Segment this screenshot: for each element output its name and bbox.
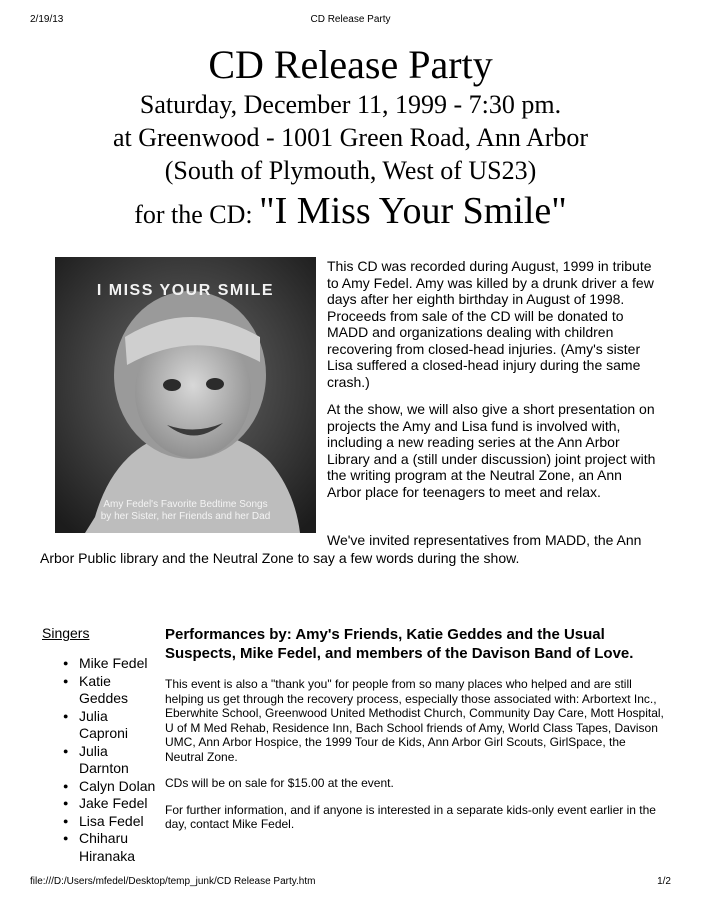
list-item: ● Julia Caproni [79, 708, 159, 743]
event-location: at Greenwood - 1001 Green Road, Ann Arbor [112, 123, 589, 152]
print-file-path: file:///D:/Users/mfedel/Desktop/temp_junk/CD Release Party.htm [30, 876, 316, 887]
performances-section [165, 625, 665, 844]
list-item: ● Lisa Fedel [79, 813, 159, 831]
cover-caption [55, 499, 316, 523]
print-page-title: CD Release Party [310, 14, 391, 25]
event-header [0, 42, 701, 237]
cover-caption-line1: Amy Fedel's Favorite Bedtime Songs [103, 499, 268, 510]
singers-title: Singers [42, 625, 90, 641]
list-item: ● Chiharu Hiranaka [79, 830, 159, 865]
contact-paragraph: For further information, and if anyone is interested in a separate kids-only event earlier in the day, contact Mike Fedel. [165, 802, 656, 831]
list-item: ● Calyn Dolan [79, 778, 159, 796]
singers-list [42, 655, 162, 865]
sale-paragraph: CDs will be on sale for $15.00 at the event. [165, 776, 394, 790]
list-item: ● Julia Darnton [79, 743, 159, 778]
list-item: ● Mike Fedel [79, 655, 159, 673]
cd-description [327, 258, 657, 511]
cover-caption-line2: by her Sister, her Friends and her Dad [100, 511, 271, 522]
cd-name: "I Miss Your Smile" [259, 190, 567, 232]
performances-title: Performances by: Amy's Friends, Katie Geddes and the Usual Suspects, Mike Fedel, and members of the Davison Band of Love. [165, 626, 634, 662]
list-item: ● Jake Fedel [79, 795, 159, 813]
cover-title: I MISS YOUR SMILE [96, 282, 275, 299]
singers-section [42, 625, 162, 865]
description-paragraph-3: We've invited representatives from MADD, the Ann Arbor Public library and the Neutral Zone to say a few words during the show. [40, 532, 642, 566]
list-item: ● Katie Geddes [79, 673, 159, 708]
print-page-number: 1/2 [657, 876, 671, 887]
description-paragraph-1: This CD was recorded during August, 1999 in tribute to Amy Fedel. Amy was killed by a drunk driver a few days after her eighth birthday in August of 1998. Proceeds from sale of the CD will be donated to MADD and organizations dealing with children recovering from closed-head injuries. (Amy's sister Lisa suffered a closed-head injury during the same crash.) [327, 258, 654, 390]
cd-prefix: for the CD: [134, 200, 253, 229]
print-date: 2/19/13 [30, 14, 64, 25]
event-title: CD Release Party [208, 42, 493, 87]
event-directions: (South of Plymouth, West of US23) [164, 156, 537, 185]
description-paragraph-2: At the show, we will also give a short presentation on projects the Amy and Lisa fund is involved with, including a new reading series at the Ann Arbor Library and a (still under discussion) joint project with the writing program at the Neutral Zone, an Ann Arbor place for teenagers to meet and relax. [327, 401, 656, 500]
event-date: Saturday, December 11, 1999 - 7:30 pm. [139, 90, 562, 119]
cd-title-line [0, 189, 701, 237]
thanks-paragraph: This event is also a "thank you" for people from so many places who helped and are still helping us get through the recovery process, especially those associated with: Arbortext Inc., Eberwhite School, Greenwood United Methodist Church, Community Day Care, Mott Hospital, U of M Med Rehab, Residence Inn, Bach School friends of Amy, World Class Tapes, Davison UMC, Ann Arbor Hospice, the 1999 Tour de Kids, Ann Arbor Girl Scouts, GirlSpace, the Neutral Zone. [165, 677, 664, 764]
cd-cover-image [55, 257, 316, 533]
